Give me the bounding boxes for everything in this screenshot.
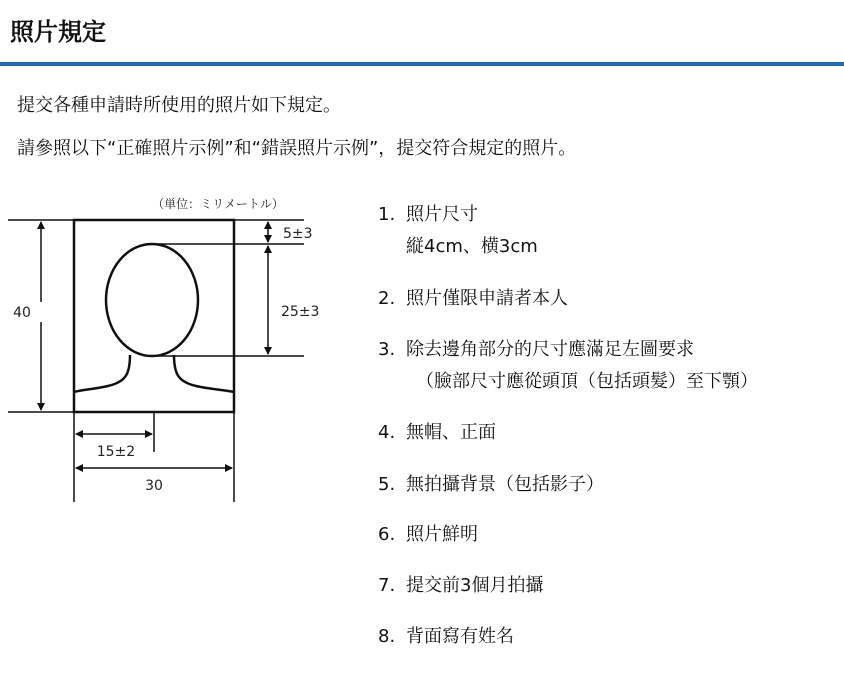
requirement-item bbox=[378, 574, 543, 598]
requirement-item bbox=[378, 523, 478, 547]
requirement-item bbox=[378, 203, 538, 259]
photo-size-diagram bbox=[0, 190, 345, 510]
requirement-number: 8. bbox=[378, 626, 396, 647]
requirement-number: 3. bbox=[378, 339, 396, 360]
requirement-text: 無帽、正面 bbox=[406, 422, 496, 443]
requirement-text: 提交前3個月拍攝 bbox=[406, 575, 544, 596]
requirement-number: 1. bbox=[378, 204, 396, 225]
shoulder-outline bbox=[74, 355, 130, 392]
intro-text-1: 提交各種申請時所使用的照片如下規定。 bbox=[17, 95, 341, 116]
photo-frame bbox=[74, 220, 234, 412]
requirement-number: 6. bbox=[378, 524, 396, 545]
requirement-text: 無拍攝背景（包括影子） bbox=[406, 474, 604, 495]
requirement-number: 4. bbox=[378, 422, 396, 443]
requirement-item bbox=[378, 421, 496, 445]
width-label: 30 bbox=[145, 478, 163, 494]
requirement-text: 照片尺寸 bbox=[406, 204, 478, 225]
page-title: 照片規定 bbox=[10, 18, 106, 46]
requirement-item bbox=[378, 625, 514, 649]
requirement-number: 7. bbox=[378, 575, 396, 596]
page-header bbox=[0, 0, 844, 62]
unit-label: （単位：ミリメートル） bbox=[152, 197, 284, 211]
requirement-item bbox=[378, 287, 568, 311]
requirement-number: 2. bbox=[378, 288, 396, 309]
requirement-subtext: 縦4cm、横3cm bbox=[406, 236, 538, 257]
intro-text-2: 請參照以下“正確照片示例”和“錯誤照片示例”，提交符合規定的照片。 bbox=[17, 138, 577, 159]
head-outline bbox=[106, 244, 198, 356]
requirement-subtext: （臉部尺寸應從頭頂（包括頭髮）至下顎） bbox=[416, 371, 758, 392]
requirement-text: 背面寫有姓名 bbox=[406, 626, 514, 647]
requirement-item bbox=[378, 473, 604, 497]
requirement-text: 照片僅限申請者本人 bbox=[406, 288, 568, 309]
face-height-label: 25±3 bbox=[281, 304, 320, 320]
height-label: 40 bbox=[13, 305, 31, 321]
requirement-item bbox=[378, 338, 758, 394]
title-underline bbox=[0, 62, 844, 66]
requirement-text: 照片鮮明 bbox=[406, 524, 478, 545]
requirement-number: 5. bbox=[378, 474, 396, 495]
top-margin-label: 5±3 bbox=[283, 226, 313, 242]
requirement-text: 除去邊角部分的尺寸應滿足左圖要求 bbox=[406, 339, 694, 360]
half-width-label: 15±2 bbox=[96, 444, 136, 460]
shoulder-outline-right bbox=[174, 355, 234, 392]
